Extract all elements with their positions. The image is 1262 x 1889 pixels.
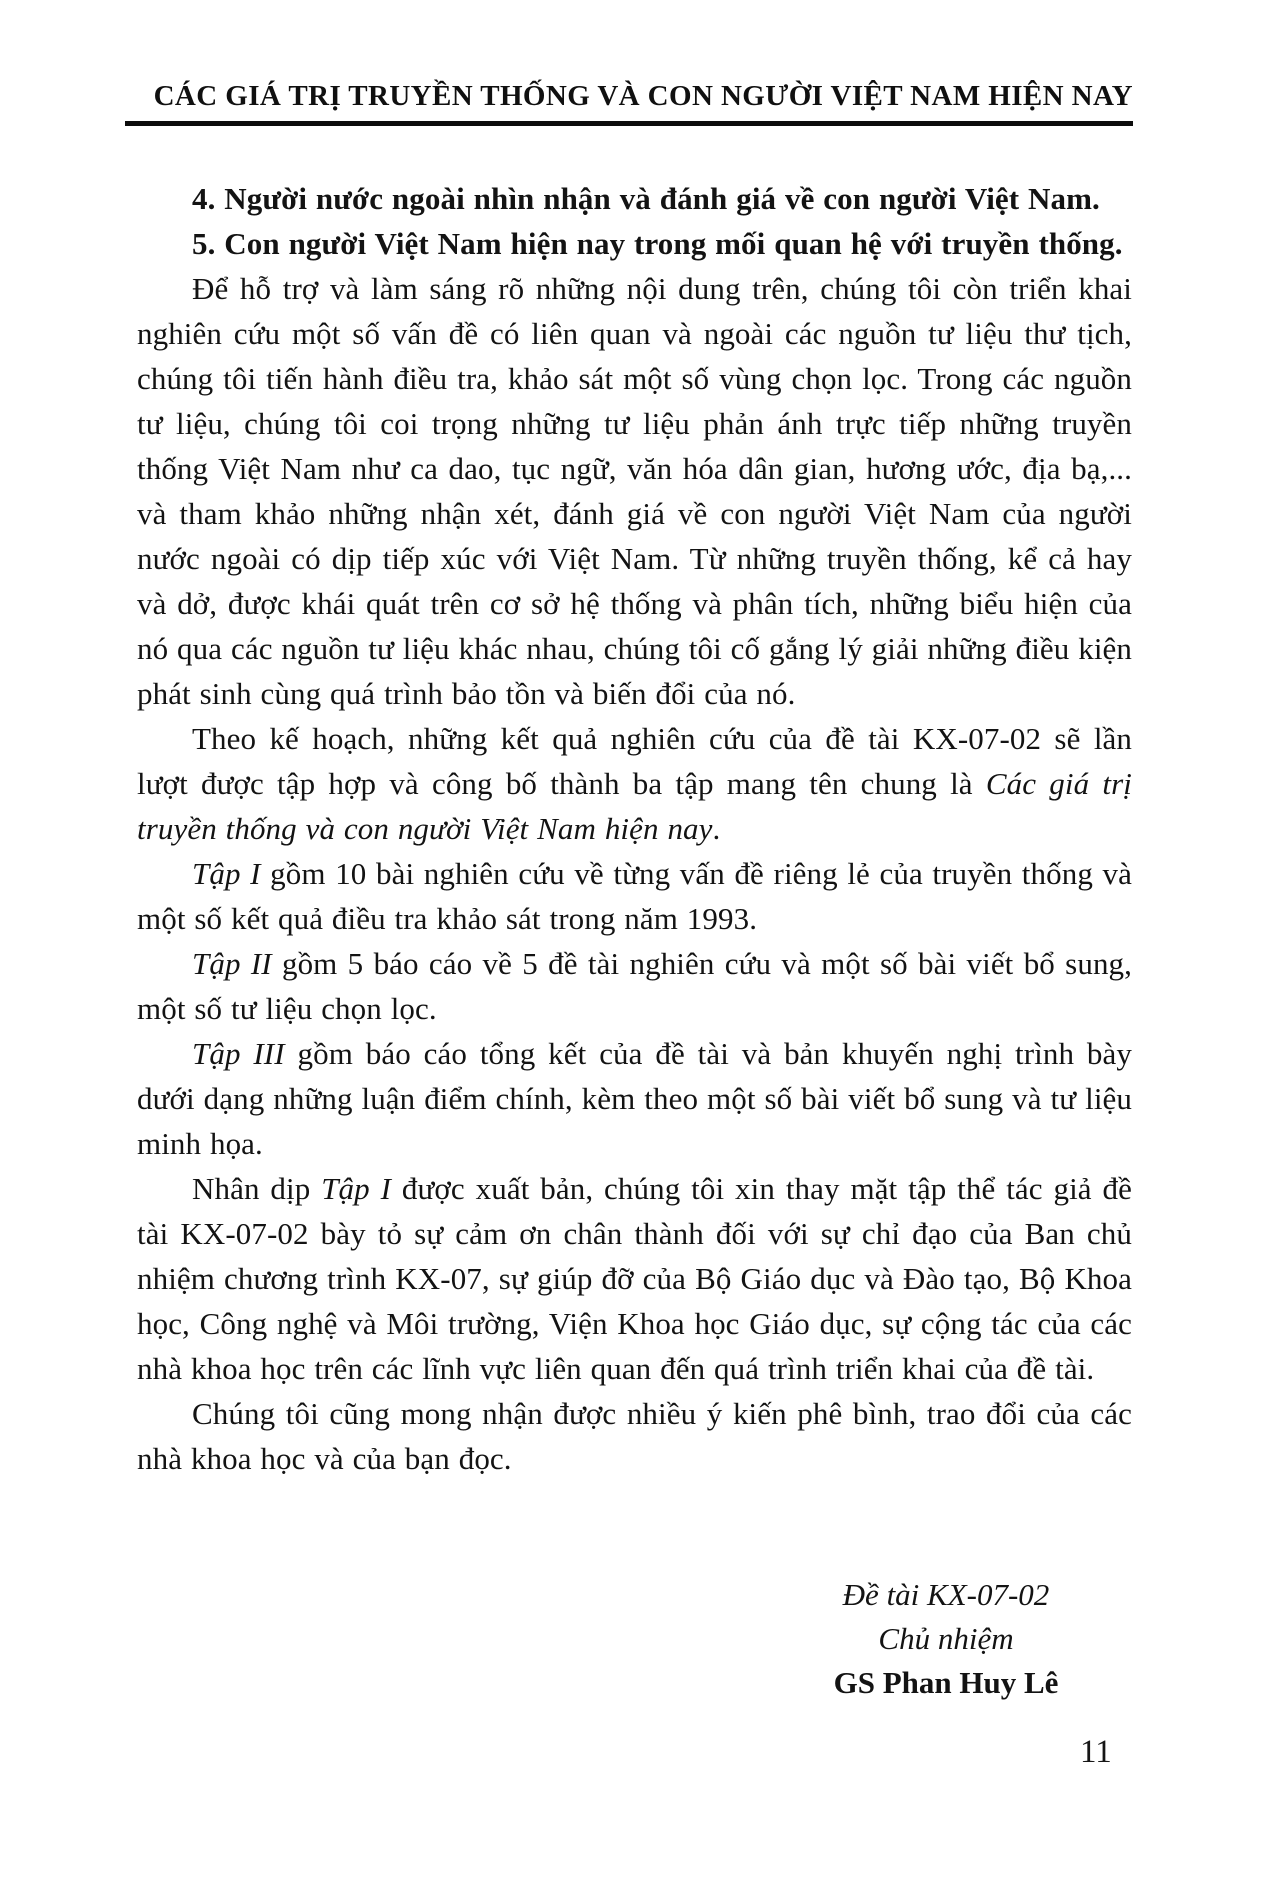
text-run: Tập II (192, 946, 272, 981)
paragraph-3 (137, 851, 1132, 941)
signature-project-line: Đề tài KX-07-02 (842, 1577, 1050, 1612)
text-run: gồm báo cáo tổng kết của đề tài và bản khuyến nghị trình bày dưới dạng những luận điểm chính, kèm theo một số bài viết bổ sung và tư liệu minh họa. (137, 1036, 1132, 1161)
page-number: 11 (1080, 1734, 1112, 1770)
paragraph-7 (137, 1391, 1132, 1481)
text-run: . (712, 811, 721, 846)
signature-block (736, 1573, 1156, 1705)
text-run: Để hỗ trợ và làm sáng rõ những nội dung trên, chúng tôi còn triển khai nghiên cứu một số vấn đề có liên quan và ngoài các nguồn tư liệu thư tịch, chúng tôi tiến hành điều tra, khảo sát một số vùng chọn lọc. Trong các nguồn tư liệu, chúng tôi coi trọng những tư liệu phản ánh trực tiếp những truyền thống Việt Nam như ca dao, tục ngữ, văn hóa dân gian, hương ước, địa bạ,... và tham khảo những nhận xét, đánh giá về con người Việt Nam của người nước ngoài có dịp tiếp xúc với Việt Nam. Từ những truyền thống, kể cả hay và dở, được khái quát trên cơ sở hệ thống và phân tích, những biểu hiện của nó qua các nguồn tư liệu khác nhau, chúng tôi cố gắng lý giải những điều kiện phát sinh cùng quá trình bảo tồn và biến đổi của nó. (137, 271, 1132, 711)
text-run: gồm 10 bài nghiên cứu về từng vấn đề riêng lẻ của truyền thống và một số kết quả điều tra khảo sát trong năm 1993. (137, 856, 1132, 936)
text-run: Tập I (192, 856, 261, 891)
text-run: gồm 5 báo cáo về 5 đề tài nghiên cứu và một số bài viết bổ sung, một số tư liệu chọn lọc. (137, 946, 1132, 1026)
paragraph-1 (137, 266, 1132, 716)
paragraph-6 (137, 1166, 1132, 1391)
numbered-item-4: 4. Người nước ngoài nhìn nhận và đánh giá về con người Việt Nam. (192, 181, 1100, 216)
text-run: Nhân dịp (192, 1171, 322, 1206)
text-run: Các giá trị truyền thống và con người Việt Nam hiện nay (137, 766, 1132, 846)
body-text-block (137, 176, 1132, 1481)
text-run: Chúng tôi cũng mong nhận được nhiều ý kiến phê bình, trao đổi của các nhà khoa học và của bạn đọc. (137, 1396, 1132, 1476)
text-run: được xuất bản, chúng tôi xin thay mặt tập thể tác giả đề tài KX-07-02 bày tỏ sự cảm ơn chân thành đối với sự chỉ đạo của Ban chủ nhiệm chương trình KX-07, sự giúp đỡ của Bộ Giáo dục và Đào tạo, Bộ Khoa học, Công nghệ và Môi trường, Viện Khoa học Giáo dục, sự cộng tác của các nhà khoa học trên các lĩnh vực liên quan đến quá trình triển khai của đề tài. (137, 1171, 1132, 1386)
running-header-title: CÁC GIÁ TRỊ TRUYỀN THỐNG VÀ CON NGƯỜI VIỆT NAM HIỆN NAY (153, 80, 1133, 112)
text-run: Tập III (192, 1036, 285, 1071)
numbered-item-5: 5. Con người Việt Nam hiện nay trong mối quan hệ với truyền thống. (192, 226, 1123, 261)
page-header (125, 76, 1133, 126)
text-run: Theo kế hoạch, những kết quả nghiên cứu của đề tài KX-07-02 sẽ lần lượt được tập hợp và công bố thành ba tập mang tên chung là (137, 721, 1132, 801)
text-run: Tập I (321, 1171, 392, 1206)
header-rule-divider (125, 121, 1133, 126)
paragraph-4 (137, 941, 1132, 1031)
paragraph-2 (137, 716, 1132, 851)
signature-name-line: GS Phan Huy Lê (833, 1665, 1059, 1700)
paragraph-5 (137, 1031, 1132, 1166)
signature-role-line: Chủ nhiệm (878, 1621, 1014, 1656)
